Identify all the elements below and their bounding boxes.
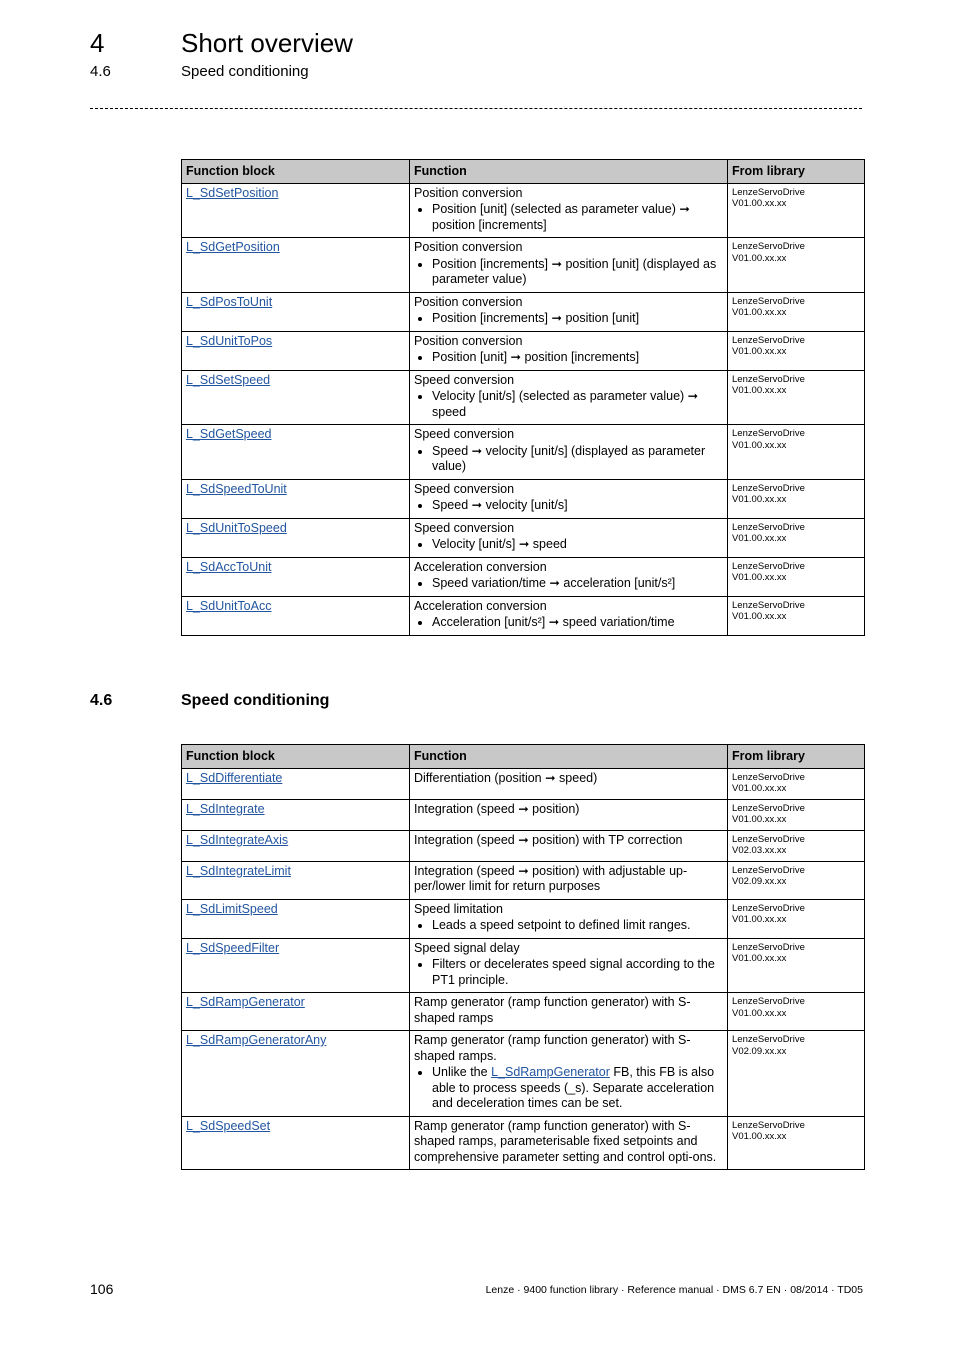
function-description: Integration (speed ➞ position) with adjustable up-per/lower limit for return purposes: [414, 863, 688, 893]
library-cell: [728, 768, 865, 799]
function-cell: [410, 799, 728, 830]
function-cell: [410, 861, 728, 899]
function-block-cell: [182, 518, 410, 557]
function-block-link[interactable]: L_SdSpeedSet: [186, 1118, 271, 1133]
function-bullets: [414, 350, 723, 366]
library-version: V01.00.xx.xx: [732, 1131, 787, 1142]
bullet-item: • Velocity [unit/s] (selected as parameter value) ➞ speed: [432, 389, 723, 420]
function-bullets: [414, 537, 723, 553]
bullet-text-post: FB, this FB is also able to process speeds (_s). Separate acceleration and deceleration times can be set.: [432, 1065, 715, 1110]
header-function: Function: [410, 160, 728, 184]
function-block-link[interactable]: L_SdGetPosition: [186, 240, 280, 254]
table-row: [182, 938, 865, 993]
library-name: LenzeServoDrive: [732, 482, 805, 494]
function-bullets: [414, 1065, 723, 1112]
speed-conditioning-table: [181, 744, 865, 1170]
function-cell: [410, 183, 728, 238]
header-function-block: Function block: [182, 745, 410, 769]
function-description: Acceleration conversion: [414, 598, 547, 613]
library-cell: [728, 479, 865, 518]
function-block-link[interactable]: L_SdLimitSpeed: [186, 901, 278, 916]
library-cell: [728, 370, 865, 425]
function-description: Acceleration conversion: [414, 559, 547, 574]
function-block-link[interactable]: L_SdIntegrate: [186, 801, 265, 816]
function-cell: [410, 596, 728, 635]
function-block-cell: [182, 861, 410, 899]
table-row: [182, 799, 865, 830]
function-block-cell: [182, 238, 410, 293]
bullet-item: • Position [unit] (selected as parameter value) ➞ position [increments]: [432, 202, 723, 233]
library-cell: [728, 292, 865, 331]
library-name: LenzeServoDrive: [732, 802, 805, 814]
function-block-link[interactable]: L_SdAccToUnit: [186, 559, 272, 574]
function-bullets: [414, 202, 723, 233]
library-name: LenzeServoDrive: [732, 1119, 805, 1131]
function-cell: [410, 370, 728, 425]
library-cell: [728, 518, 865, 557]
function-cell: [410, 425, 728, 480]
table-row: [182, 768, 865, 799]
library-name: LenzeServoDrive: [732, 833, 805, 845]
function-block-link[interactable]: L_SdRampGeneratorAny: [186, 1033, 327, 1047]
inline-function-link[interactable]: L_SdRampGenerator: [491, 1065, 610, 1079]
library-version: V01.00.xx.xx: [732, 783, 787, 794]
function-description: Ramp generator (ramp function generator) with S-shaped ramps, parameterisable fixed setpoints and comprehensive parameter setting and control opti-ons.: [414, 1118, 717, 1164]
table-row: [182, 370, 865, 425]
library-version: V01.00.xx.xx: [732, 914, 787, 925]
library-version: V01.00.xx.xx: [732, 198, 787, 209]
section-heading-title: Speed conditioning: [181, 692, 330, 709]
library-name: LenzeServoDrive: [732, 521, 805, 533]
chapter-title: Short overview: [181, 28, 353, 58]
table-header-row: [182, 160, 865, 184]
function-description: Position conversion: [414, 240, 523, 254]
table-row: [182, 861, 865, 899]
function-block-cell: [182, 768, 410, 799]
library-name: LenzeServoDrive: [732, 334, 805, 346]
function-cell: [410, 993, 728, 1031]
table-row: [182, 518, 865, 557]
library-name: LenzeServoDrive: [732, 941, 805, 953]
function-description: Integration (speed ➞ position): [414, 801, 580, 816]
header-from-library: From library: [728, 160, 865, 184]
bullet-item: • Position [increments] ➞ position [unit] (displayed as parameter value): [432, 257, 723, 288]
library-version: V01.00.xx.xx: [732, 814, 787, 825]
bullet-item: • Leads a speed setpoint to defined limit ranges.: [432, 918, 723, 934]
table-header-row: [182, 745, 865, 769]
function-block-link[interactable]: L_SdIntegrateAxis: [186, 832, 289, 847]
chapter-number: 4: [90, 28, 105, 58]
library-name: LenzeServoDrive: [732, 1034, 805, 1045]
function-description: Speed signal delay: [414, 940, 520, 955]
header-divider: [90, 108, 862, 109]
function-block-cell: [182, 799, 410, 830]
library-version: V01.00.xx.xx: [732, 494, 787, 505]
library-name: LenzeServoDrive: [732, 241, 805, 252]
bullet-item: • Position [unit] ➞ position [increments]: [432, 350, 723, 366]
section-number: 4.6: [90, 63, 111, 80]
table-row: [182, 557, 865, 596]
function-block-cell: [182, 292, 410, 331]
table-row: [182, 993, 865, 1031]
function-block-link[interactable]: L_SdUnitToSpeed: [186, 520, 287, 535]
function-cell: [410, 830, 728, 861]
library-cell: [728, 238, 865, 293]
function-cell: [410, 768, 728, 799]
function-description: Position conversion: [414, 185, 523, 200]
table-row: [182, 238, 865, 293]
function-bullets: [414, 615, 723, 631]
function-block-link[interactable]: L_SdSetSpeed: [186, 372, 271, 387]
header-function-block: Function block: [182, 160, 410, 184]
library-name: LenzeServoDrive: [732, 295, 805, 307]
bullet-item: • Acceleration [unit/s²] ➞ speed variation/time: [432, 615, 723, 631]
function-block-cell: [182, 370, 410, 425]
library-cell: [728, 1116, 865, 1170]
library-version: V01.00.xx.xx: [732, 439, 787, 451]
library-version: V01.00.xx.xx: [732, 572, 787, 583]
library-version: V01.00.xx.xx: [732, 252, 787, 264]
library-version: V01.00.xx.xx: [732, 385, 787, 396]
function-block-link[interactable]: L_SdIntegrateLimit: [186, 863, 291, 878]
function-block-cell: [182, 899, 410, 938]
function-cell: [410, 479, 728, 518]
library-cell: [728, 799, 865, 830]
library-version: V01.00.xx.xx: [732, 1007, 787, 1019]
footer-text: Lenze · 9400 function library · Reference manual · DMS 6.7 EN · 08/2014 · TD05: [485, 1284, 863, 1296]
function-description: Speed conversion: [414, 427, 515, 441]
section-heading-number: 4.6: [90, 692, 113, 709]
library-name: LenzeServoDrive: [732, 864, 805, 876]
library-name: LenzeServoDrive: [732, 560, 805, 572]
function-description: Ramp generator (ramp function generator) with S-shaped ramps: [414, 995, 691, 1025]
library-cell: [728, 861, 865, 899]
function-bullets: [414, 444, 723, 475]
function-bullets: [414, 576, 723, 592]
library-version: V01.00.xx.xx: [732, 346, 787, 357]
function-block-cell: [182, 993, 410, 1031]
library-version: V02.09.xx.xx: [732, 1045, 787, 1057]
section-title: Speed conditioning: [181, 63, 309, 80]
function-block-cell: [182, 1116, 410, 1170]
bullet-item: • Position [increments] ➞ position [unit]: [432, 311, 723, 327]
bullet-item: • Speed ➞ velocity [unit/s]: [432, 498, 723, 514]
library-name: LenzeServoDrive: [732, 996, 805, 1007]
function-description: Ramp generator (ramp function generator) with S-shaped ramps.: [414, 1033, 691, 1063]
table-row: [182, 331, 865, 370]
function-cell: [410, 899, 728, 938]
library-cell: [728, 938, 865, 993]
function-description: Speed conversion: [414, 372, 515, 387]
function-description: Speed limitation: [414, 901, 503, 916]
bullet-item: [432, 1065, 723, 1112]
library-version: V01.00.xx.xx: [732, 611, 787, 622]
function-bullets: [414, 957, 723, 988]
library-version: V02.03.xx.xx: [732, 845, 787, 856]
function-description: Position conversion: [414, 333, 523, 348]
bullet-item: • Speed ➞ velocity [unit/s] (displayed as parameter value): [432, 444, 723, 475]
function-cell: [410, 331, 728, 370]
function-block-cell: [182, 830, 410, 861]
library-cell: [728, 899, 865, 938]
function-bullets: [414, 918, 723, 934]
library-cell: [728, 183, 865, 238]
library-name: LenzeServoDrive: [732, 373, 805, 385]
function-block-link[interactable]: L_SdSpeedFilter: [186, 940, 280, 955]
table-row: [182, 292, 865, 331]
function-block-cell: [182, 557, 410, 596]
function-cell: [410, 557, 728, 596]
library-name: LenzeServoDrive: [732, 599, 805, 611]
table-row: [182, 425, 865, 480]
function-block-cell: [182, 183, 410, 238]
table-row: [182, 596, 865, 635]
function-cell: [410, 1031, 728, 1117]
library-version: V02.09.xx.xx: [732, 876, 787, 887]
library-name: LenzeServoDrive: [732, 771, 805, 783]
library-name: LenzeServoDrive: [732, 902, 805, 914]
function-block-link[interactable]: L_SdGetSpeed: [186, 427, 272, 441]
library-cell: [728, 596, 865, 635]
function-block-cell: [182, 479, 410, 518]
function-cell: [410, 292, 728, 331]
function-description: Speed conversion: [414, 481, 515, 496]
function-cell: [410, 238, 728, 293]
function-block-cell: [182, 1031, 410, 1117]
table-row: [182, 899, 865, 938]
library-name: LenzeServoDrive: [732, 428, 805, 439]
bullet-item: • Velocity [unit/s] ➞ speed: [432, 537, 723, 553]
library-version: V01.00.xx.xx: [732, 533, 787, 544]
bullet-item: • Speed variation/time ➞ acceleration [unit/s²]: [432, 576, 723, 592]
function-block-cell: [182, 331, 410, 370]
library-version: V01.00.xx.xx: [732, 307, 787, 318]
function-block-cell: [182, 938, 410, 993]
function-bullets: [414, 311, 723, 327]
library-cell: [728, 331, 865, 370]
function-cell: [410, 518, 728, 557]
header-function: Function: [410, 745, 728, 769]
function-description: Differentiation (position ➞ speed): [414, 770, 598, 785]
table-row: [182, 183, 865, 238]
function-description: Integration (speed ➞ position) with TP correction: [414, 832, 683, 847]
function-block-link[interactable]: L_SdSpeedToUnit: [186, 481, 287, 496]
library-name: LenzeServoDrive: [732, 186, 805, 198]
function-block-cell: [182, 596, 410, 635]
function-bullets: [414, 389, 723, 420]
conversion-table: [181, 159, 865, 636]
function-block-link[interactable]: L_SdRampGenerator: [186, 995, 305, 1009]
library-cell: [728, 830, 865, 861]
table-row: [182, 479, 865, 518]
table-row: [182, 830, 865, 861]
function-block-link[interactable]: L_SdDifferentiate: [186, 770, 283, 785]
function-cell: [410, 1116, 728, 1170]
function-block-link[interactable]: L_SdPosToUnit: [186, 294, 273, 309]
function-block-link[interactable]: L_SdSetPosition: [186, 185, 279, 200]
table-row: [182, 1116, 865, 1170]
function-block-link[interactable]: L_SdUnitToPos: [186, 333, 273, 348]
table-row: [182, 1031, 865, 1117]
bullet-item: • Filters or decelerates speed signal according to the PT1 principle.: [432, 957, 723, 988]
page-number: 106: [90, 1281, 114, 1297]
library-cell: [728, 557, 865, 596]
library-version: V01.00.xx.xx: [732, 953, 787, 964]
library-cell: [728, 425, 865, 480]
function-block-link[interactable]: L_SdUnitToAcc: [186, 598, 272, 613]
function-cell: [410, 938, 728, 993]
function-block-cell: [182, 425, 410, 480]
function-bullets: [414, 257, 723, 288]
library-cell: [728, 1031, 865, 1117]
function-description: Position conversion: [414, 294, 523, 309]
function-bullets: [414, 498, 723, 514]
bullet-text-pre: Unlike the: [432, 1065, 488, 1079]
library-cell: [728, 993, 865, 1031]
header-from-library: From library: [728, 745, 865, 769]
function-description: Speed conversion: [414, 520, 515, 535]
